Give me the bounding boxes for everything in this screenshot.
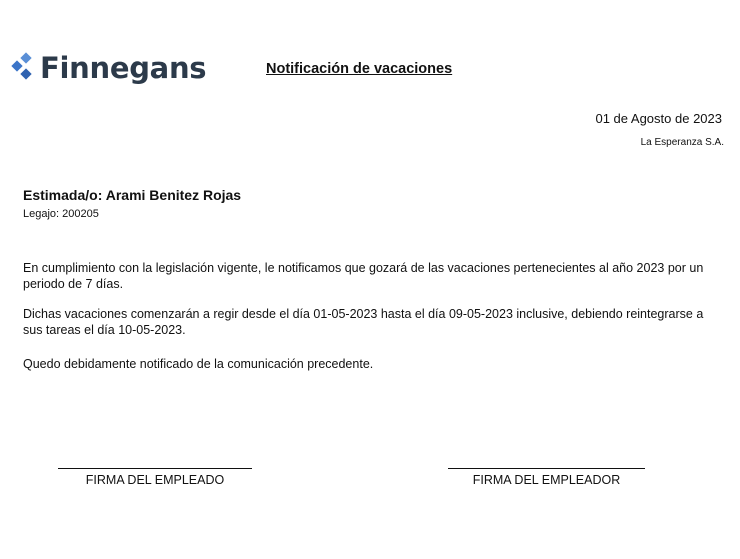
finnegans-logo-icon <box>11 52 33 84</box>
employee-id: Legajo: 200205 <box>23 208 99 220</box>
employee-signature <box>58 468 252 487</box>
signature-line <box>58 468 252 469</box>
paragraph-vacation-dates: Dichas vacaciones comenzarán a regir desde el día 01-05-2023 hasta el día 09-05-2023 inclusive, debiendo reintegrarse a sus tareas el día 10-05-2023. <box>23 307 704 337</box>
employer-signature <box>448 468 645 487</box>
logo-wordmark: Finnegans <box>40 50 207 85</box>
signature-line <box>448 468 645 469</box>
company-logo <box>11 52 206 84</box>
document-title: Notificación de vacaciones <box>266 61 453 77</box>
company-name: La Esperanza S.A. <box>640 137 724 148</box>
document-date: 01 de Agosto de 2023 <box>595 111 722 126</box>
employer-signature-label: FIRMA DEL EMPLEADOR <box>472 473 621 487</box>
paragraph-acknowledgement: Quedo debidamente notificado de la comunicación precedente. <box>23 357 374 371</box>
paragraph-legislation: En cumplimiento con la legislación vigente, le notificamos que gozará de las vacaciones pertenecientes al año 2023 por un periodo de 7 días. <box>23 261 704 291</box>
employee-greeting: Estimada/o: Arami Benitez Rojas <box>23 187 242 203</box>
employee-signature-label: FIRMA DEL EMPLEADO <box>85 473 225 487</box>
